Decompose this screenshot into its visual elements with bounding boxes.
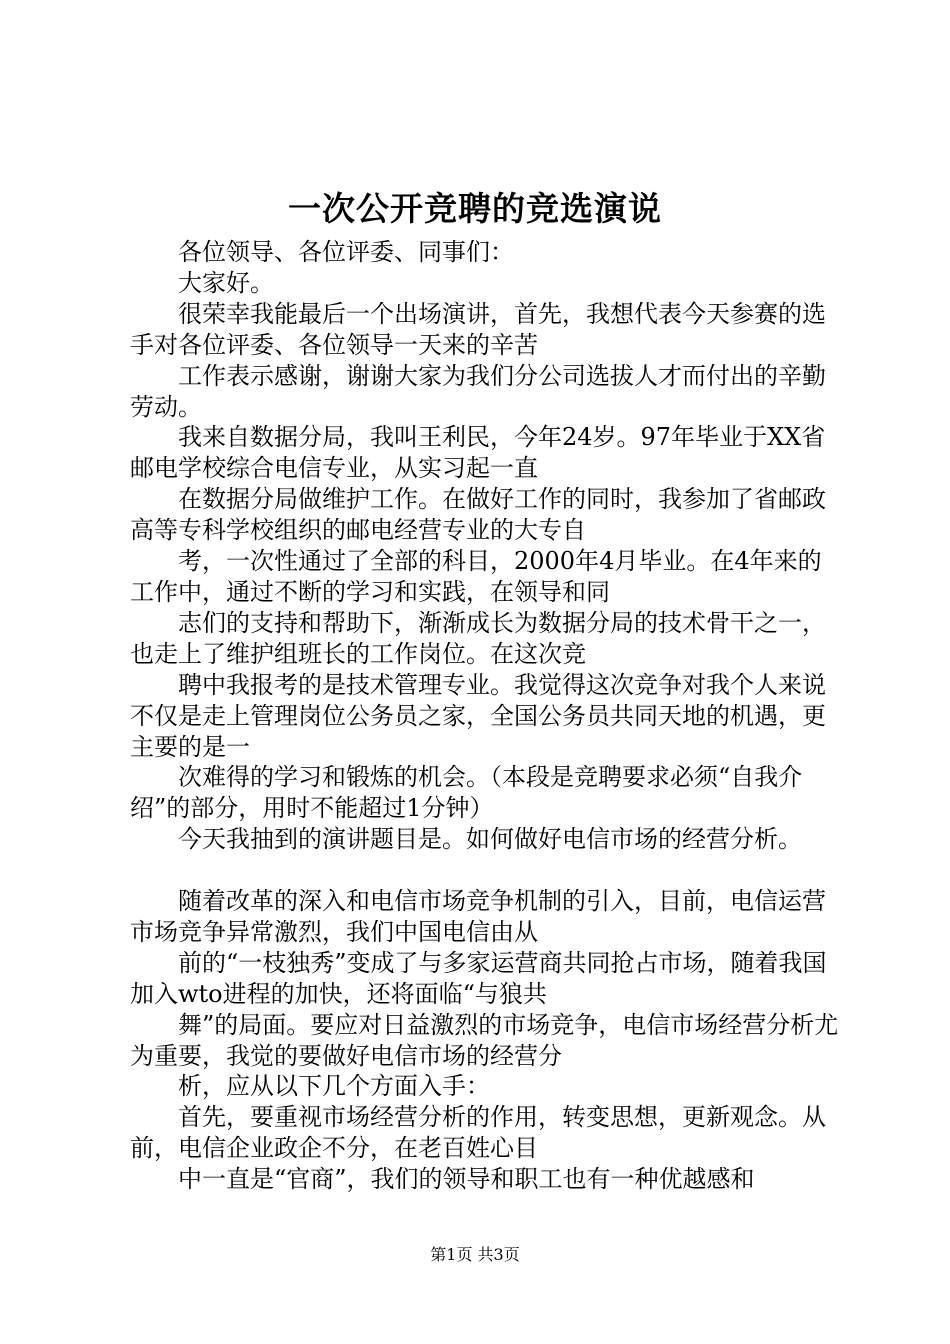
paragraph: 随着改革的深入和电信市场竞争机制的引入，目前，电信运营市场竞争异常激烈，我们中国电信由从 — [130, 887, 826, 946]
paragraph: 工作表示感谢，谢谢大家为我们分公司选拔人才而付出的辛勤劳动。 — [130, 361, 826, 421]
paragraph: 我来自数据分局，我叫王利民，今年24岁。97年毕业于XX省邮电学校综合电信专业，从实习起一直 — [130, 423, 826, 483]
document-title: 一次公开竞聘的竞选演说 — [288, 189, 662, 228]
paragraph: 很荣幸我能最后一个出场演讲，首先，我想代表今天参赛的选手对各位评委、各位领导一天来的辛苦 — [130, 299, 826, 359]
paragraph: 前的“一枝独秀”变成了与多家运营商共同抢占市场，随着我国加入wto进程的加快，还将面临“与狼共 — [130, 948, 827, 1008]
paragraph: 首先，要重视市场经营分析的作用，转变思想，更新观念。从前，电信企业政企不分，在老百姓心目 — [130, 1103, 826, 1163]
paragraph: 聘中我报考的是技术管理专业。我觉得这次竞争对我个人来说不仅是走上管理岗位公务员之家，全国公务员共同天地的机遇，更主要的是一 — [130, 670, 826, 761]
paragraph: 各位领导、各位评委、同事们： — [178, 238, 514, 266]
paragraph: 次难得的学习和锻炼的机会。（本段是竞聘要求必须“自我介绍”的部分，用时不能超过1分钟） — [130, 763, 803, 823]
paragraph: 今天我抽到的演讲题目是。如何做好电信市场的经营分析。 — [178, 825, 802, 854]
paragraph: 考，一次性通过了全部的科目，2000年4月毕业。在4年来的工作中，通过不断的学习和实践，在领导和同 — [130, 547, 822, 606]
paragraph: 志们的支持和帮助下，渐渐成长为数据分局的技术骨干之一，也走上了维护组班长的工作岗位。在这次竞 — [130, 608, 826, 668]
blank-line — [130, 855, 840, 886]
document-body — [130, 237, 840, 1195]
paragraph: 舞”的局面。要应对日益激烈的市场竞争，电信市场经营分析尤为重要，我觉的要做好电信市场的经营分 — [130, 1010, 839, 1070]
paragraph: 在数据分局做维护工作。在做好工作的同时，我参加了省邮政高等专科学校组织的邮电经营专业的大专自 — [130, 485, 826, 545]
paragraph: 析，应从以下几个方面入手： — [178, 1072, 490, 1101]
paragraph: 中一直是“官商”，我们的领导和职工也有一种优越感和 — [178, 1165, 755, 1194]
page-indicator: 第1页 共3页 — [430, 1245, 520, 1264]
paragraph: 大家好。 — [178, 268, 274, 297]
